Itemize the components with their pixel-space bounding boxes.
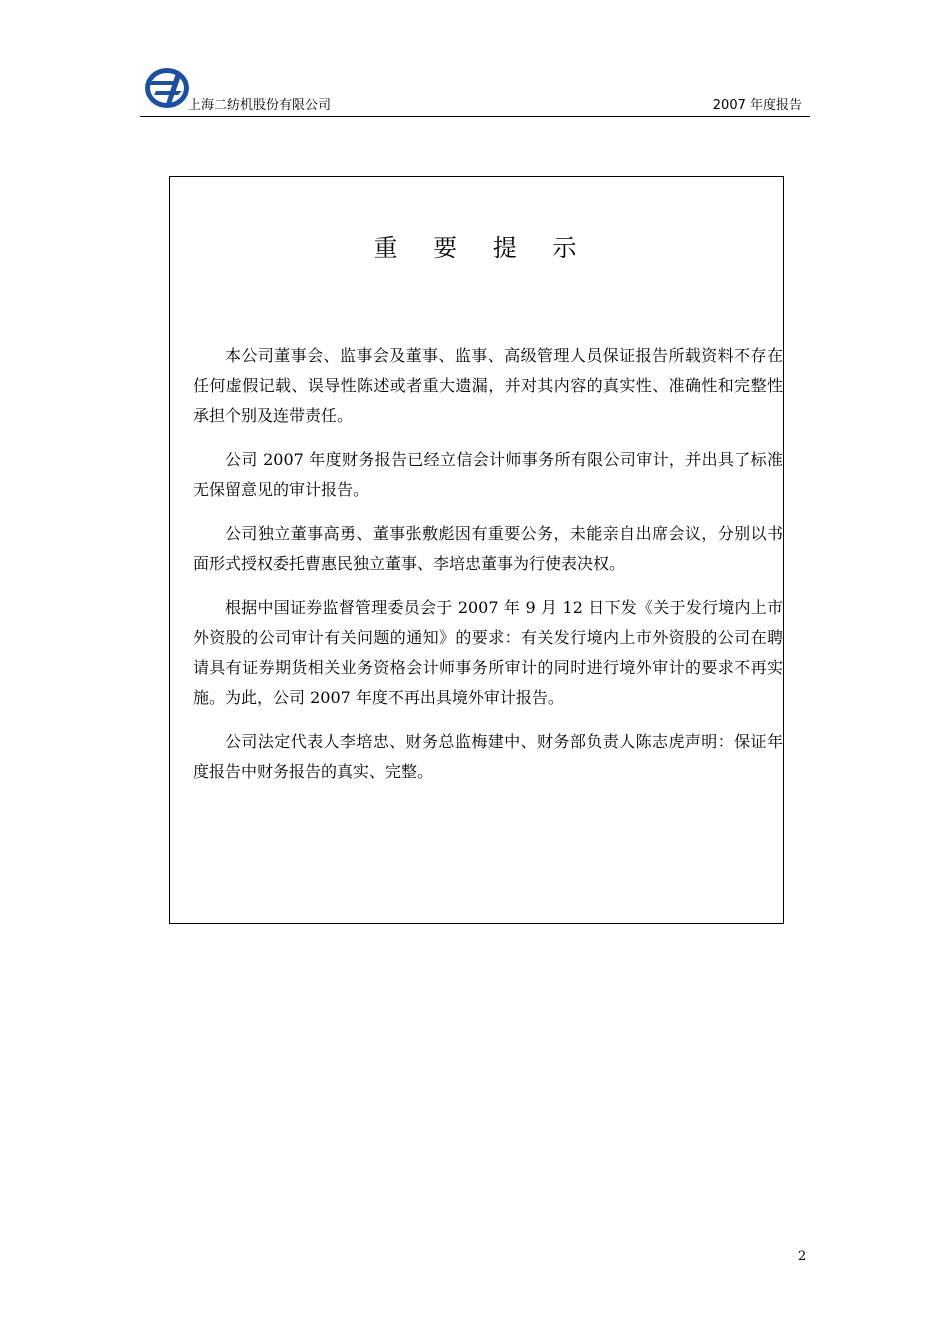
- notice-paragraph: 根据中国证券监督管理委员会于 2007 年 9 月 12 日下发《关于发行境内上市外资股的公司审计有关问题的通知》的要求：有关发行境内上市外资股的公司在聘请具有证券期货相关业务资格会计师事务所审计的同时进行境外审计的要求不再实施。为此，公司 2007 年度不再出具境外审计报告。: [193, 598, 783, 707]
- report-title: 2007 年度报告: [712, 98, 802, 113]
- notice-body: [193, 341, 783, 801]
- notice-paragraph: 公司独立董事高勇、董事张敷彪因有重要公务，未能亲自出席会议，分别以书面形式授权委托曹惠民独立董事、李培忠董事为行使表决权。: [193, 524, 783, 573]
- company-logo-icon: [142, 64, 192, 112]
- notice-title: 重 要 提 示: [373, 234, 591, 262]
- page-header: [140, 62, 810, 117]
- notice-paragraph: 本公司董事会、监事会及董事、监事、高级管理人员保证报告所载资料不存在任何虚假记载、误导性陈述或者重大遗漏，并对其内容的真实性、准确性和完整性承担个别及连带责任。: [193, 346, 783, 425]
- notice-paragraph: 公司 2007 年度财务报告已经立信会计师事务所有限公司审计，并出具了标准无保留意见的审计报告。: [193, 450, 783, 499]
- notice-paragraph: 公司法定代表人李培忠、财务总监梅建中、财务部负责人陈志虎声明：保证年度报告中财务报告的真实、完整。: [193, 732, 783, 781]
- page-number: 2: [798, 1249, 807, 1264]
- company-name: 上海二纺机股份有限公司: [188, 98, 332, 113]
